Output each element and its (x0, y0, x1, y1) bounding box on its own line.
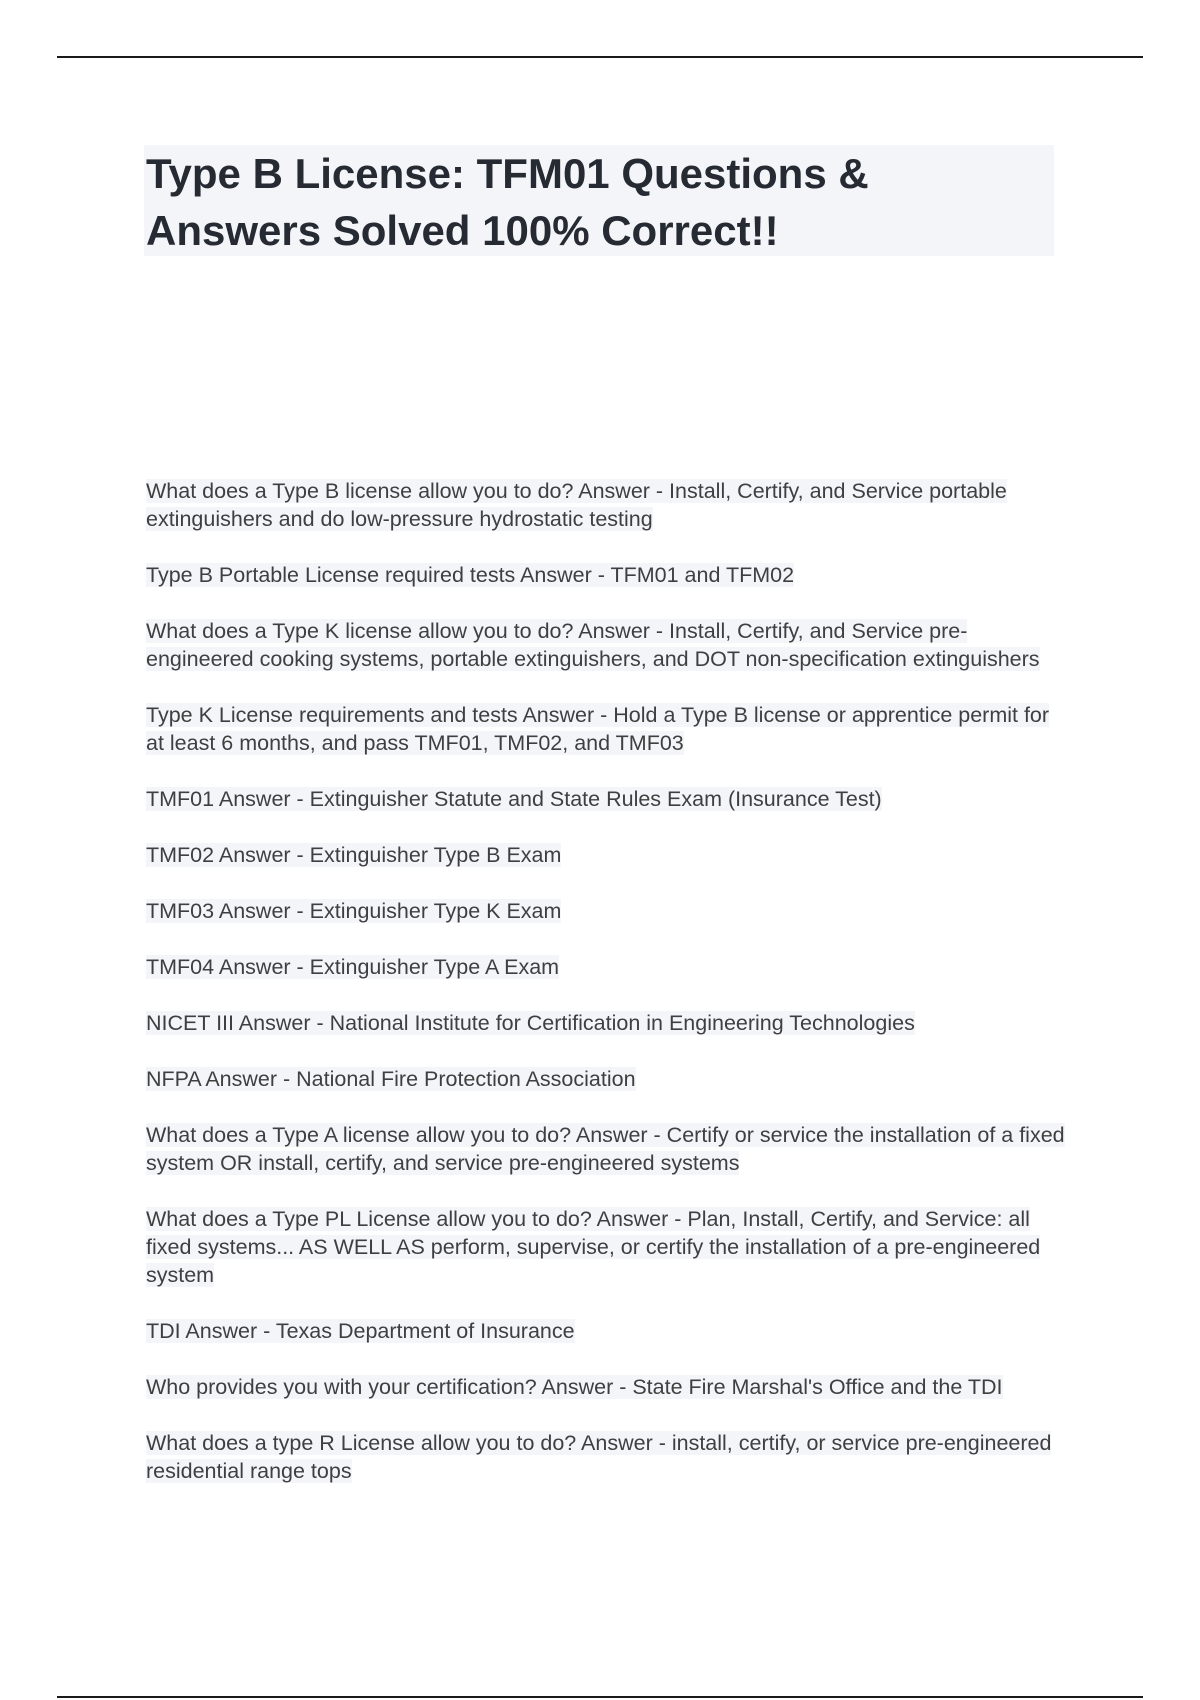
qa-text: What does a Type K license allow you to do? Answer - Install, Certify, and Service pre-engineered cooking systems, portable extinguishers, and DOT non-specification extinguishers (146, 619, 1040, 671)
qa-text: TMF02 Answer - Extinguisher Type B Exam (146, 843, 562, 867)
qa-item (146, 1429, 1066, 1485)
bottom-rule (57, 1696, 1143, 1698)
qa-item (146, 785, 1066, 813)
qa-text: What does a Type A license allow you to do? Answer - Certify or service the installation of a fixed system OR install, certify, and service pre-engineered systems (146, 1123, 1065, 1175)
document-title: Type B License: TFM01 Questions & Answers Solved 100% Correct!! (146, 150, 869, 254)
qa-text: TDI Answer - Texas Department of Insurance (146, 1319, 575, 1343)
qa-item (146, 561, 1066, 589)
qa-text: NFPA Answer - National Fire Protection Association (146, 1067, 636, 1091)
qa-item (146, 617, 1066, 673)
qa-item (146, 953, 1066, 981)
qa-text: Who provides you with your certification? Answer - State Fire Marshal's Office and the TDI (146, 1375, 1003, 1399)
qa-item (146, 477, 1066, 533)
qa-text: NICET III Answer - National Institute for Certification in Engineering Technologies (146, 1011, 915, 1035)
qa-text: What does a Type PL License allow you to do? Answer - Plan, Install, Certify, and Service: all fixed systems... AS WELL AS perform, supervise, or certify the installation of a pre-engineered system (146, 1207, 1041, 1287)
qa-item (146, 1205, 1066, 1289)
qa-item (146, 701, 1066, 757)
qa-text: TMF03 Answer - Extinguisher Type K Exam (146, 899, 562, 923)
qa-text: Type K License requirements and tests Answer - Hold a Type B license or apprentice permit for at least 6 months, and pass TMF01, TMF02, and TMF03 (146, 703, 1050, 755)
qa-item (146, 1065, 1066, 1093)
qa-text: TMF01 Answer - Extinguisher Statute and State Rules Exam (Insurance Test) (146, 787, 882, 811)
qa-text: What does a Type B license allow you to do? Answer - Install, Certify, and Service portable extinguishers and do low-pressure hydrostatic testing (146, 479, 1007, 531)
qa-text: What does a type R License allow you to do? Answer - install, certify, or service pre-engineered residential range tops (146, 1431, 1052, 1483)
qa-item (146, 1373, 1066, 1401)
qa-item (146, 841, 1066, 869)
top-rule (57, 56, 1143, 58)
qa-item (146, 1317, 1066, 1345)
qa-text: TMF04 Answer - Extinguisher Type A Exam (146, 955, 560, 979)
qa-item (146, 1121, 1066, 1177)
qa-item (146, 897, 1066, 925)
qa-list (146, 477, 1066, 1513)
qa-item (146, 1009, 1066, 1037)
qa-text: Type B Portable License required tests Answer - TFM01 and TFM02 (146, 563, 795, 587)
